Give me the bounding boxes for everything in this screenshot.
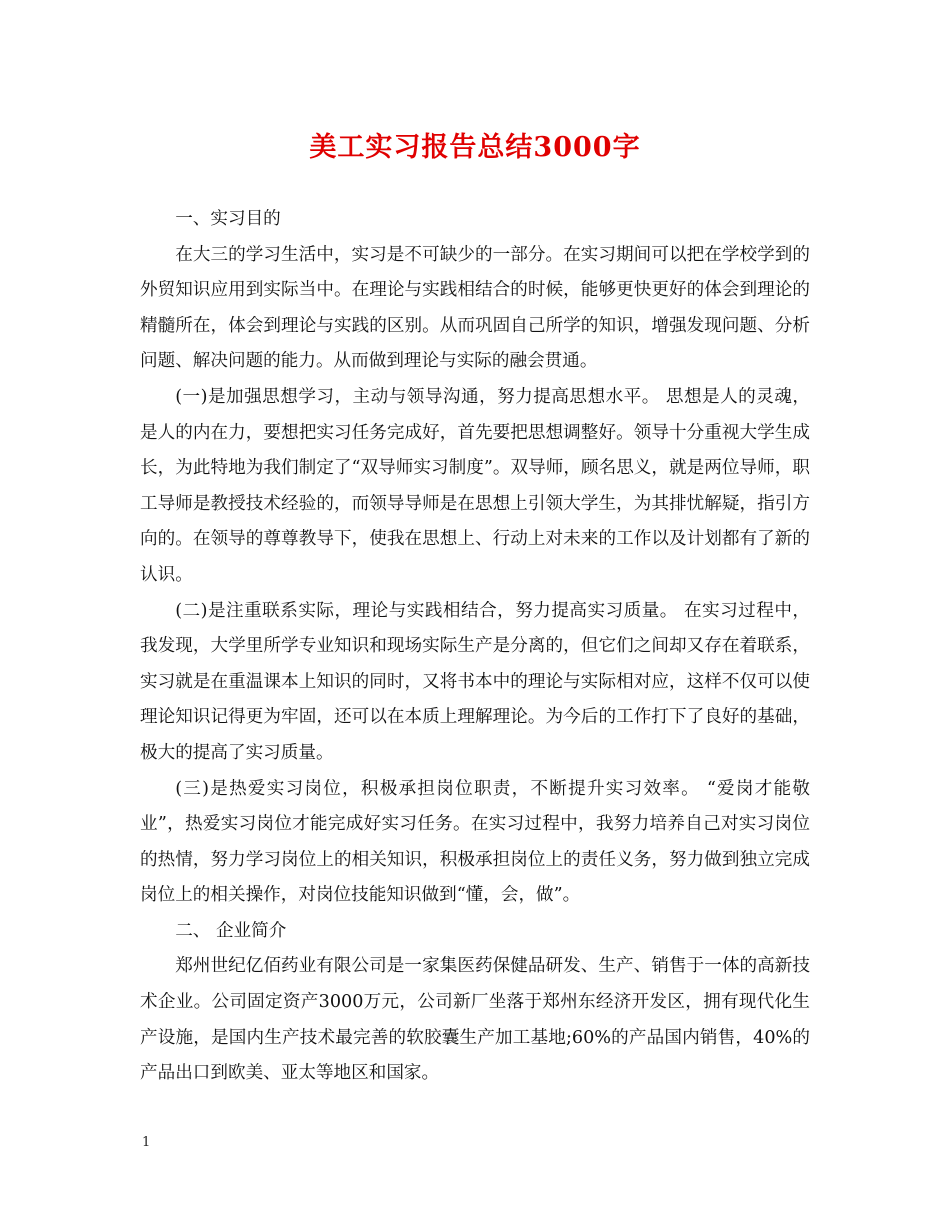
paragraph-point-two: (二)是注重联系实际，理论与实践相结合，努力提高实习质量。 在实习过程中，我发现，大学里所学专业知识和现场实际生产是分离的，但它们之间却又存在着联系，实习就是在重温课本上知识的同时，又将书本中的理论与实际相对应，这样不仅可以使理论知识记得更为牢固，还可以在本质上理解理论。为今后的工作打下了良好的基础，极大的提高了实习质量。 bbox=[140, 600, 810, 763]
paragraph-point-one: (一)是加强思想学习，主动与领导沟通，努力提高思想水平。 思想是人的灵魂，是人的内在力，要想把实习任务完成好，首先要把思想调整好。领导十分重视大学生成长，为此特地为我们制定了“双导师实习制度”。双导师，顾名思义，就是两位导师，职工导师是教授技术经验的，而领导导师是在思想上引领大学生，为其排忧解疑，指引方向的。在领导的尊尊教导下，使我在思想上、行动上对未来的工作以及计划都有了新的认识。 bbox=[140, 386, 810, 585]
page-number: 1 bbox=[142, 1135, 151, 1150]
paragraph-purpose: 在大三的学习生活中，实习是不可缺少的一部分。在实习期间可以把在学校学到的外贸知识应用到实际当中。在理论与实践相结合的时候，能够更快更好的体会到理论的精髓所在，体会到理论与实践的区别。从而巩固自己所学的知识，增强发现问题、分析问题、解决问题的能力。从而做到理论与实际的融会贯通。 bbox=[140, 244, 810, 372]
section-heading-purpose: 一、实习目的 bbox=[175, 209, 281, 229]
paragraph-company-intro: 郑州世纪亿佰药业有限公司是一家集医药保健品研发、生产、销售于一体的高新技术企业。公司固定资产3000万元，公司新厂坐落于郑州东经济开发区，拥有现代化生产设施，是国内生产技术最完善的软胶囊生产加工基地;60%的产品国内销售，40%的产品出口到欧美、亚太等地区和国家。 bbox=[140, 956, 810, 1084]
document-body bbox=[140, 202, 810, 1092]
section-heading-company: 二、 企业简介 bbox=[175, 920, 287, 941]
document-title: 美工实习报告总结3000字 bbox=[309, 132, 641, 163]
paragraph-point-three: (三)是热爱实习岗位，积极承担岗位职责，不断提升实习效率。 “爱岗才能敬业”，热爱实习岗位才能完成好实习任务。在实习过程中，我努力培养自己对实习岗位的热情，努力学习岗位上的相关知识，积极承担岗位上的责任义务，努力做到独立完成岗位上的相关操作，对岗位技能知识做到“懂，会，做”。 bbox=[140, 778, 810, 906]
